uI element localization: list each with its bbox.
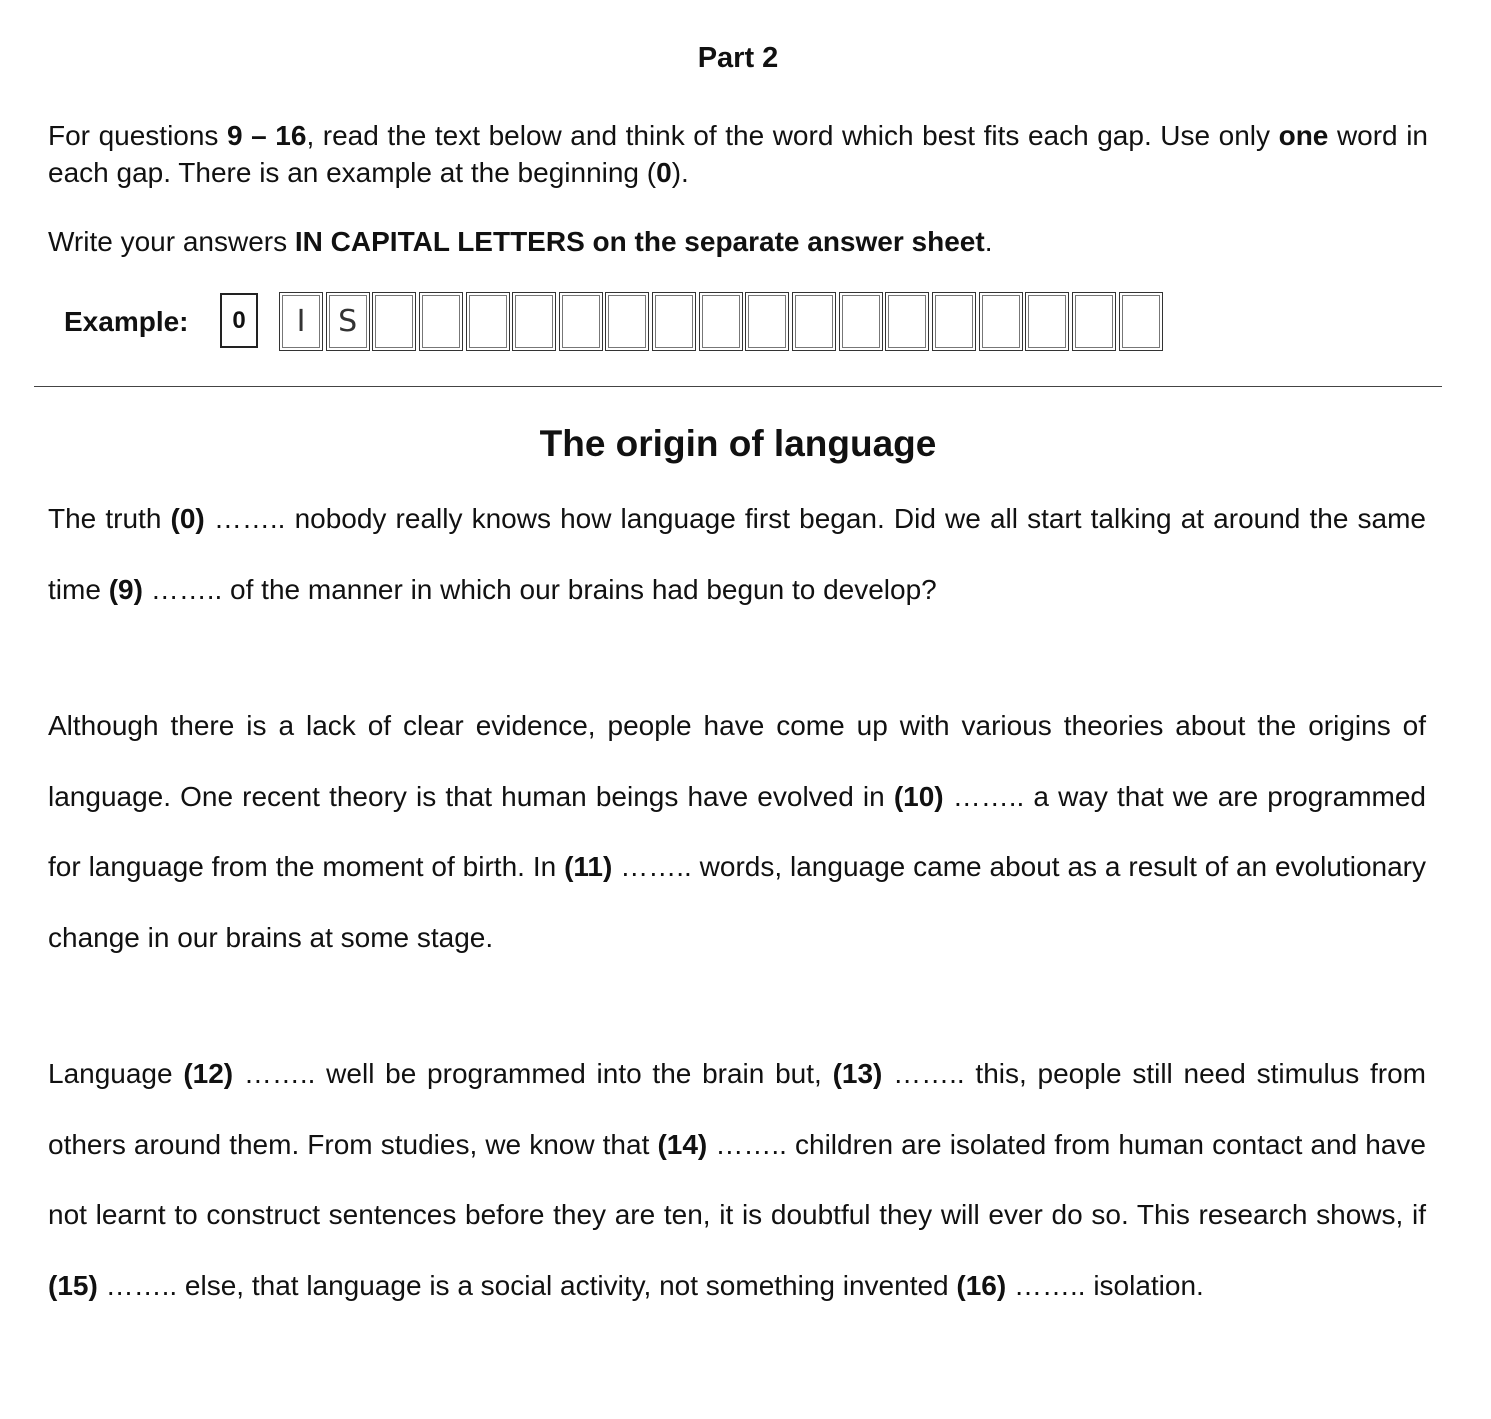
answer-cell — [1072, 292, 1116, 351]
answer-cell — [512, 292, 556, 351]
answer-cell — [1025, 292, 1069, 351]
instructions-text: word in each gap. There is an example at the beginning ( — [48, 120, 1428, 188]
paragraph-text: …….. nobody really knows how language first began. Did we all start talking at around the same time — [48, 503, 1427, 605]
answer-cell — [839, 292, 883, 351]
answer-cell: S — [326, 292, 370, 351]
instructions-text: For questions — [48, 120, 227, 151]
text-paragraph-1 — [48, 484, 1426, 625]
paragraph-text: …….. children are isolated from human contact and have not learnt to construct sentences before they are ten, it is doubtful they will ever do so. This research shows, if — [48, 1128, 1426, 1230]
gap-number: (15) — [48, 1269, 98, 1301]
text-title: The origin of language — [539, 423, 937, 464]
answer-cell — [559, 292, 603, 351]
instructions-text: , read the text below and think of the word which best fits each gap. Use only — [306, 120, 1279, 151]
paragraph-text: …….. isolation. — [1006, 1269, 1204, 1301]
instructions-emphasis: one — [1278, 120, 1329, 151]
answer-cell — [605, 292, 649, 351]
answer-instructions-text: . — [984, 226, 993, 257]
answer-cell — [792, 292, 836, 351]
text-paragraph-3 — [48, 1039, 1426, 1321]
paragraph-text: The truth — [48, 503, 171, 534]
example-number-box: 0 — [220, 293, 258, 348]
answer-cell — [1119, 292, 1163, 351]
gap-number: (16) — [956, 1269, 1007, 1301]
question-range: 9 – 16 — [227, 120, 307, 151]
answer-instructions-text: Write your answers — [48, 226, 295, 257]
section-divider — [34, 386, 1442, 387]
gap-number: (11) — [564, 851, 613, 882]
example-label: Example: — [64, 306, 189, 337]
part-title: Part 2 — [697, 42, 779, 74]
answer-cell — [652, 292, 696, 351]
answer-cell — [745, 292, 789, 351]
answer-instructions-emphasis: IN CAPITAL LETTERS on the separate answer sheet — [294, 226, 985, 257]
answer-instructions — [48, 223, 1428, 260]
gap-number: (12) — [183, 1058, 234, 1089]
answer-cell — [699, 292, 743, 351]
answer-cell — [979, 292, 1023, 351]
example-answer-grid — [279, 292, 1165, 351]
answer-cell — [419, 292, 463, 351]
gap-number: (14) — [657, 1128, 708, 1160]
paragraph-text: Language — [48, 1058, 184, 1089]
answer-cell: I — [279, 292, 323, 351]
text-paragraph-2 — [48, 691, 1426, 973]
paragraph-text: …….. words, language came about as a result of an evolutionary change in our brains at some stage. — [48, 851, 1427, 953]
gap-number: (13) — [832, 1058, 883, 1089]
instructions-paragraph — [48, 117, 1428, 191]
paragraph-text: …….. well be programmed into the brain but, — [233, 1058, 833, 1089]
example-number-ref: 0 — [656, 157, 672, 188]
paragraph-text: …….. this, people still need stimulus from others around them. From studies, we know that — [48, 1058, 1427, 1160]
gap-number: (9) — [108, 573, 143, 605]
paragraph-text: …….. of the manner in which our brains had begun to develop? — [142, 573, 937, 605]
answer-cell — [932, 292, 976, 351]
paragraph-text: …….. else, that language is a social activity, not something invented — [97, 1269, 957, 1301]
gap-number: (10) — [893, 780, 944, 812]
answer-cell — [885, 292, 929, 351]
gap-number: (0) — [170, 503, 205, 534]
instructions-text: ). — [671, 157, 689, 188]
paragraph-text: …….. a way that we are programmed for language from the moment of birth. In — [48, 780, 1426, 882]
paragraph-text: Although there is a lack of clear evidence, people have come up with various theories about the origins of language. One recent theory is that human beings have evolved in — [48, 710, 1426, 812]
answer-cell — [466, 292, 510, 351]
answer-cell — [372, 292, 416, 351]
